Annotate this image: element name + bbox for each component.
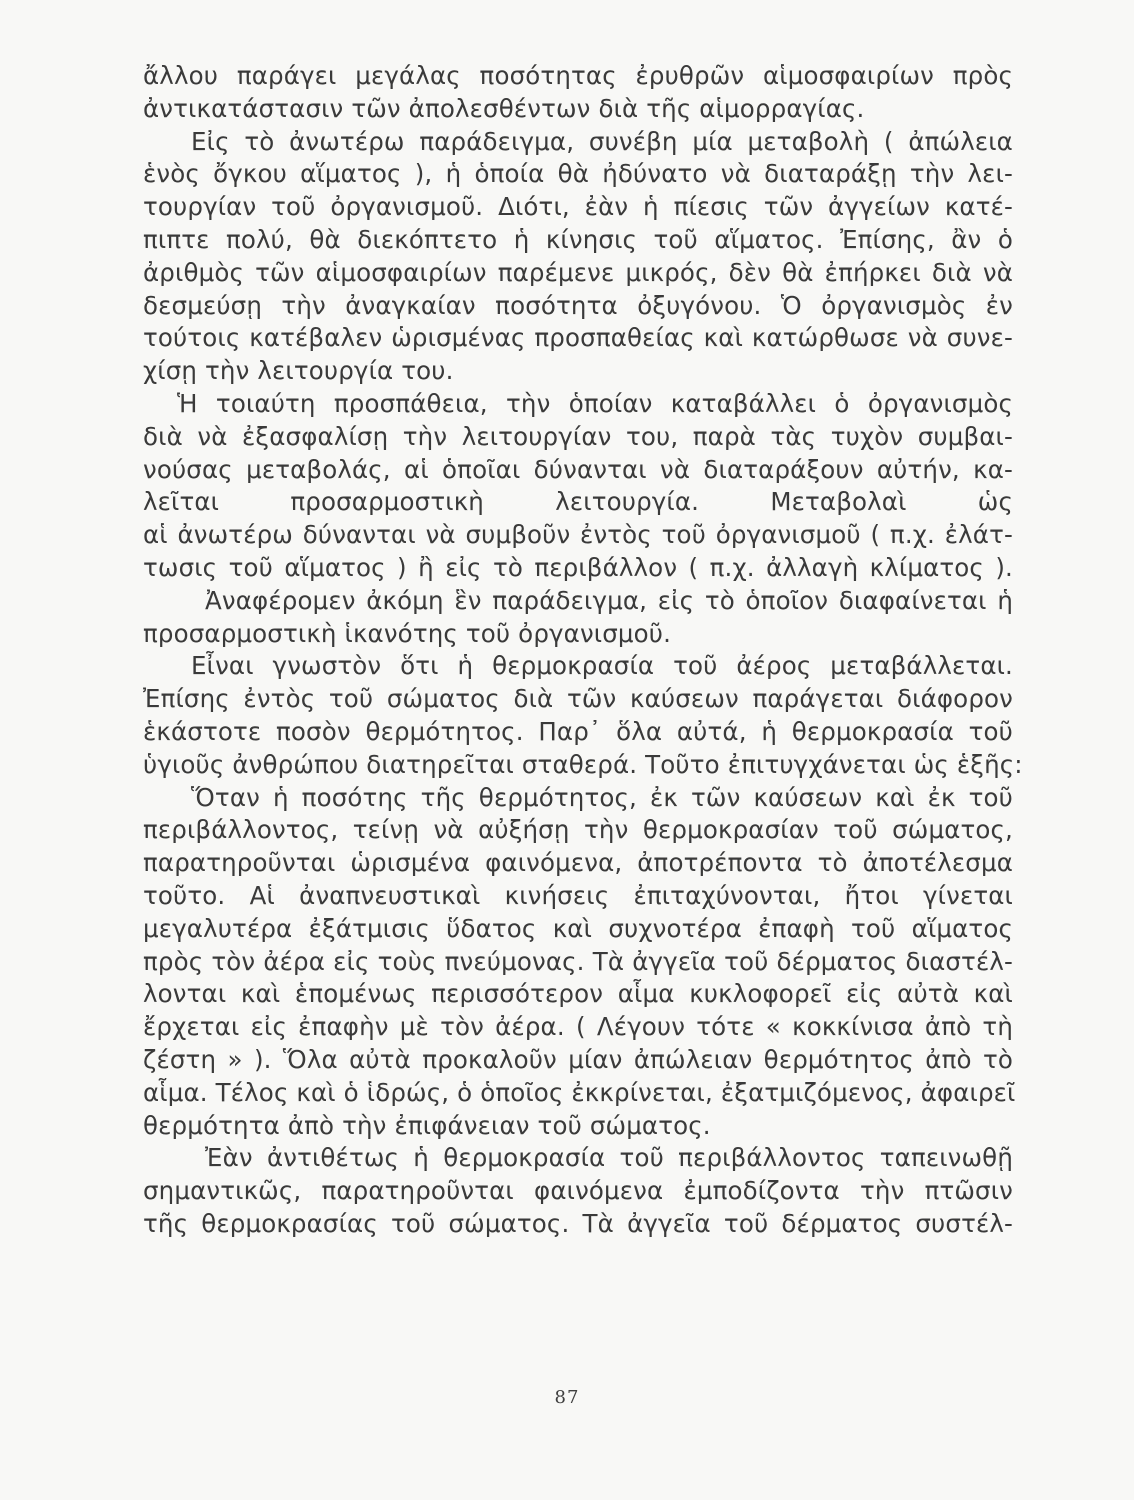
text-line-15: αἱ ἀνωτέρω δύνανται νὰ συμβοῦν ἐντὸς τοῦ ὀργανισμοῦ ( π.χ. ἐλάτ- [143,520,1013,550]
text-line-30: ἔρχεται εἰς ἐπαφὴν μὲ τὸν ἀέρα. ( Λέγουν τότε « κοκκίνισα ἀπὸ τὴ [143,1012,1013,1042]
text-line-3: Εἰς τὸ ἀνωτέρω παράδειγμα, συνέβη μία μεταβολὴ ( ἀπώλεια [191,126,1013,156]
text-line-4: ἑνὸς ὄγκου αἵματος ), ἡ ὁποία θὰ ἠδύνατο νὰ διαταράξῃ τὴν λει- [143,159,1013,189]
text-line-25: παρατηροῦνται ὡρισμένα φαινόμενα, ἀποτρέποντα τὸ ἀποτέλεσμα [143,848,1013,878]
text-line-26: τοῦτο. Αἱ ἀναπνευστικαὶ κινήσεις ἐπιταχύνονται, ἤτοι γίνεται [143,880,1013,910]
text-line-9: τούτοις κατέβαλεν ὡρισμένας προσπαθείας καὶ κατώρθωσε νὰ συνε- [143,323,1013,353]
text-line-11: Ἡ τοιαύτη προσπάθεια, τὴν ὁποίαν καταβάλλει ὁ ὀργανισμὸς [177,388,1013,418]
text-line-24: περιβάλλοντος, τείνῃ νὰ αὐξήσῃ τὴν θερμοκρασίαν τοῦ σώματος, [143,815,1013,845]
text-line-8: δεσμεύσῃ τὴν ἀναγκαίαν ποσότητα ὀξυγόνου. Ὁ ὀργανισμὸς ἐν [143,290,1013,320]
text-line-10: χίσῃ τὴν λειτουργία του. [143,356,454,386]
text-line-2: ἀντικατάστασιν τῶν ἀπολεσθέντων διὰ τῆς αἱμορραγίας. [143,93,865,123]
text-line-34: Ἐὰν ἀντιθέτως ἡ θερμοκρασία τοῦ περιβάλλοντος ταπεινωθῇ [205,1143,1013,1173]
body-text [143,60,1023,1241]
text-line-22: ὑγιοῦς ἀνθρώπου διατηρεῖται σταθερά. Τοῦτο ἐπιτυγχάνεται ὡς ἑξῆς: [143,749,1023,779]
text-line-17: Ἀναφέρομεν ἀκόμη ἓν παράδειγμα, εἰς τὸ ὁποῖον διαφαίνεται ἡ [205,585,1013,615]
text-line-36: τῆς θερμοκρασίας τοῦ σώματος. Τὰ ἀγγεῖα τοῦ δέρματος συστέλ- [143,1208,1013,1238]
text-line-31: ζέστη » ). Ὅλα αὐτὰ προκαλοῦν μίαν ἀπώλειαν θερμότητος ἀπὸ τὸ [143,1044,1013,1074]
text-line-14: λεῖται προσαρμοστικὴ λειτουργία. Μεταβολαὶ ὡς [143,487,1013,517]
text-line-13: νούσας μεταβολάς, αἱ ὁποῖαι δύνανται νὰ διαταράξουν αὐτήν, κα- [143,454,1013,484]
text-line-21: ἑκάστοτε ποσὸν θερμότητος. Παρ᾽ ὅλα αὐτά, ἡ θερμοκρασία τοῦ [143,716,1013,746]
text-line-20: Ἐπίσης ἐντὸς τοῦ σώματος διὰ τῶν καύσεων παράγεται διάφορον [143,684,1013,714]
text-line-16: τωσις τοῦ αἵματος ) ἢ εἰς τὸ περιβάλλον ( π.χ. ἀλλαγὴ κλίματος ). [143,552,1013,582]
text-line-28: πρὸς τὸν ἀέρα εἰς τοὺς πνεύμονας. Τὰ ἀγγεῖα τοῦ δέρματος διαστέλ- [143,946,1013,976]
text-line-19: Εἶναι γνωστὸν ὅτι ἡ θερμοκρασία τοῦ ἀέρος μεταβάλλεται. [191,651,1013,681]
text-line-7: ἀριθμὸς τῶν αἱμοσφαιρίων παρέμενε μικρός, δὲν θὰ ἐπήρκει διὰ νὰ [143,257,1013,287]
text-line-18: προσαρμοστικὴ ἱκανότης τοῦ ὀργανισμοῦ. [143,618,672,648]
text-line-1: ἄλλου παράγει μεγάλας ποσότητας ἐρυθρῶν αἱμοσφαιρίων πρὸς [143,61,1013,90]
text-line-33: θερμότητα ἀπὸ τὴν ἐπιφάνειαν τοῦ σώματος. [143,1110,711,1140]
text-line-23: Ὅταν ἡ ποσότης τῆς θερμότητος, ἐκ τῶν καύσεων καὶ ἐκ τοῦ [191,782,1013,812]
text-line-5: τουργίαν τοῦ ὀργανισμοῦ. Διότι, ἐὰν ἡ πίεσις τῶν ἀγγείων κατέ- [143,192,1013,222]
text-line-35: σημαντικῶς, παρατηροῦνται φαινόμενα ἐμποδίζοντα τὴν πτῶσιν [143,1176,1013,1206]
text-line-6: πιπτε πολύ, θὰ διεκόπτετο ἡ κίνησις τοῦ αἵματος. Ἐπίσης, ἂν ὁ [143,224,1013,254]
text-line-12: διὰ νὰ ἐξασφαλίσῃ τὴν λειτουργίαν του, παρὰ τὰς τυχὸν συμβαι- [143,421,1013,451]
page-number: 87 [554,1387,580,1408]
text-line-27: μεγαλυτέρα ἐξάτμισις ὕδατος καὶ συχνοτέρα ἐπαφὴ τοῦ αἵματος [143,913,1013,943]
text-line-32: αἷμα. Τέλος καὶ ὁ ἱδρώς, ὁ ὁποῖος ἐκκρίνεται, ἐξατμιζόμενος, ἀφαιρεῖ [143,1077,1016,1107]
text-line-29: λονται καὶ ἑπομένως περισσότερον αἷμα κυκλοφορεῖ εἰς αὐτὰ καὶ [143,979,1013,1009]
